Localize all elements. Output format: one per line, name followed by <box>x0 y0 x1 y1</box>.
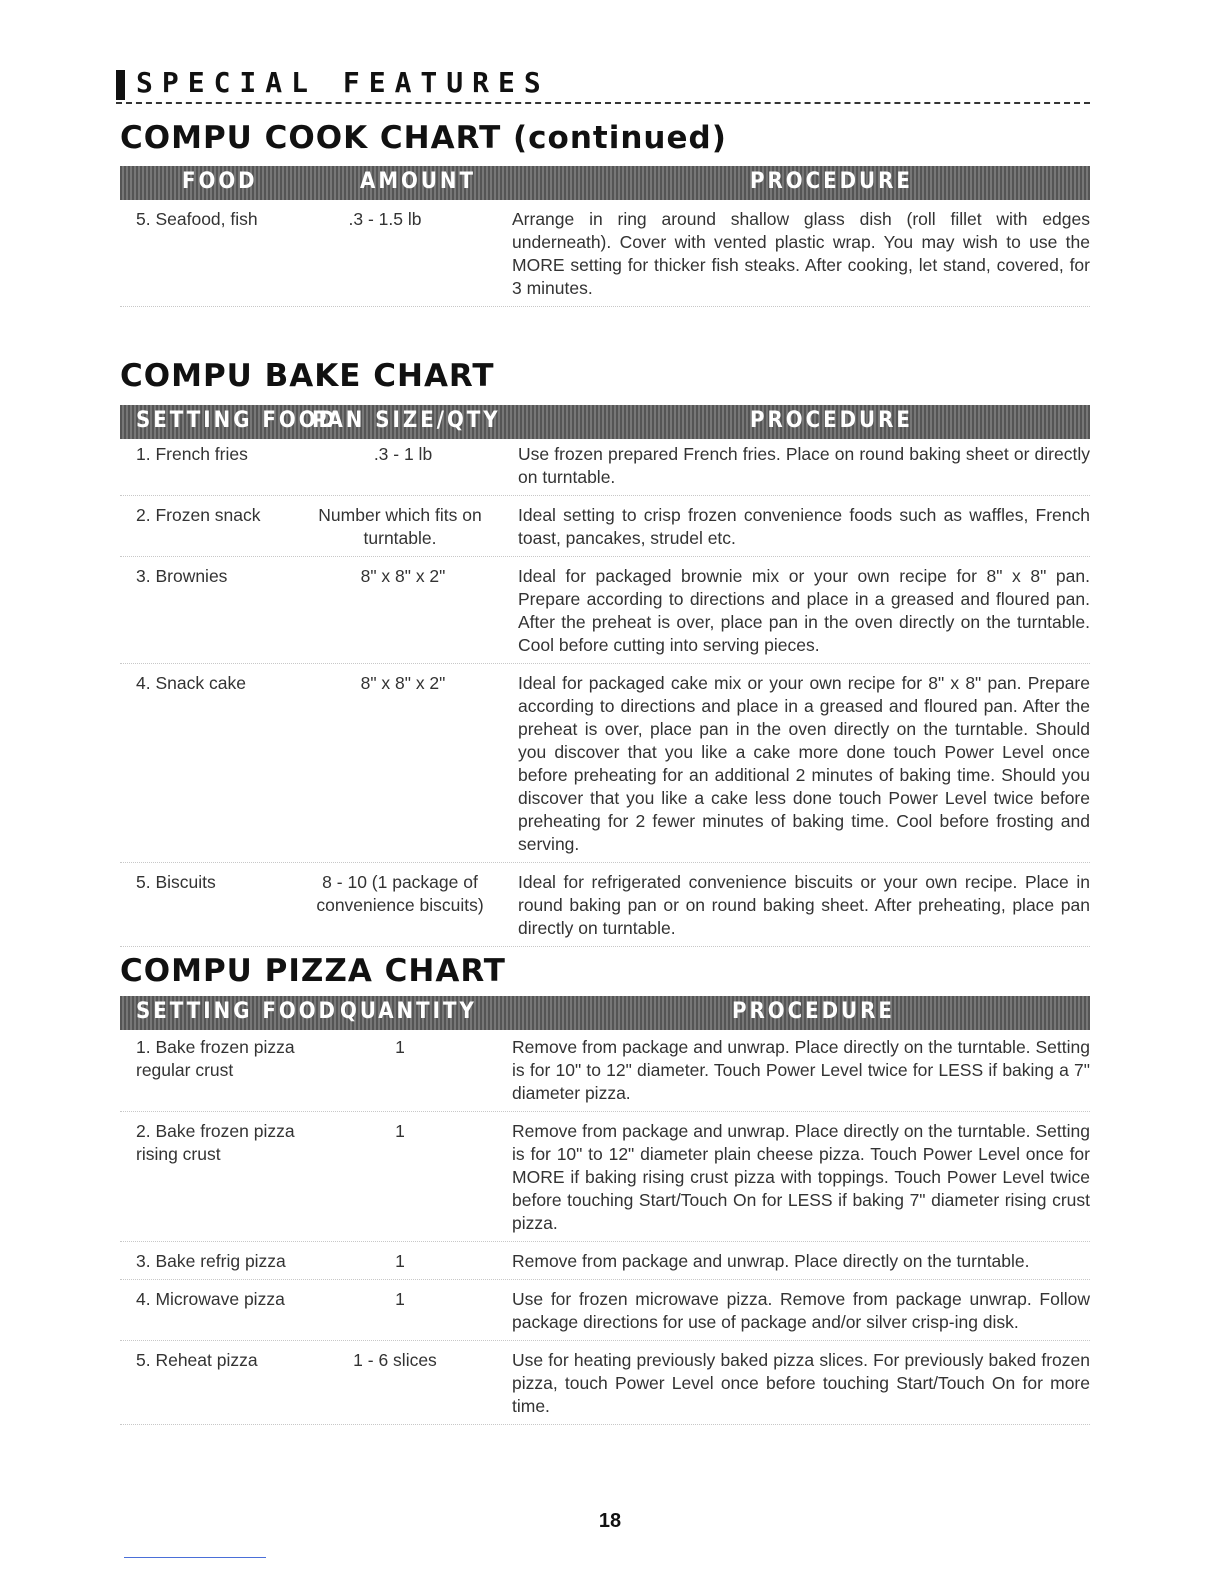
bake-rows <box>120 443 1090 955</box>
cook-chart-title: COMPU COOK CHART (continued) <box>120 120 727 156</box>
cook-rows <box>120 208 1090 315</box>
cook-header-food: FOOD <box>182 169 258 194</box>
row-amount: 1 <box>395 1289 405 1309</box>
row-procedure: Ideal for packaged brownie mix or your own recipe for 8" x 8" pan. Prepare according to directions and place in a greased and floured pan. After the preheat is over, place pan in the oven directly on the turntable. Cool before cutting into serving pieces. <box>518 566 1090 655</box>
bake-chart-title: COMPU BAKE CHART <box>120 358 495 394</box>
row-procedure: Ideal for refrigerated convenience biscuits or your own recipe. Place in round baking pan or on round baking sheet. After preheating, place pan directly on turntable. <box>518 872 1090 938</box>
row-amount: Number which fits on turntable. <box>318 505 482 548</box>
row-amount: 1 - 6 slices <box>353 1350 437 1370</box>
page-number: 18 <box>598 1510 622 1532</box>
running-head-title: SPECIAL FEATURES <box>136 66 550 99</box>
row-procedure: Use frozen prepared French fries. Place on round baking sheet or directly on turntable. <box>518 444 1090 487</box>
row-procedure: Arrange in ring around shallow glass dish (roll fillet with edges underneath). Cover with vented plastic wrap. You may wish to use the MORE setting for thicker fish steaks. After cooking, let stand, covered, for 3 minutes. <box>512 209 1090 298</box>
row-procedure: Remove from package and unwrap. Place directly on the turntable. Setting is for 10" to 12" diameter plain cheese pizza. Touch Power Level once for MORE if baking rising crust pizza with toppings. Touch Power Level twice before touching Start/Touch On for LESS if baking 7" diameter rising crust pizza. <box>512 1121 1090 1233</box>
pizza-header-band <box>120 996 1090 1030</box>
table-row <box>120 1288 1090 1341</box>
pizza-header-setting: SETTING FOOD <box>136 999 338 1024</box>
pizza-header-quantity: QUANTITY <box>340 999 477 1024</box>
running-head-bar <box>116 70 125 100</box>
row-procedure: Remove from package and unwrap. Place directly on the turntable. Setting is for 10" to 12" diameter. Touch Power Level twice for LESS if baking a 7" diameter pizza. <box>512 1037 1090 1103</box>
row-item: 2. Bake frozen pizza rising crust <box>136 1121 295 1164</box>
row-amount: .3 - 1.5 lb <box>348 209 422 229</box>
table-row <box>120 504 1090 557</box>
row-amount: 8" x 8" x 2" <box>360 566 446 586</box>
cook-header-band <box>120 166 1090 200</box>
row-item: 5. Biscuits <box>136 872 216 892</box>
row-amount: 1 <box>395 1251 405 1271</box>
row-item: 3. Brownies <box>136 566 228 586</box>
pizza-rows <box>120 1036 1090 1433</box>
row-procedure: Ideal for packaged cake mix or your own recipe for 8" x 8" pan. Prepare according to directions and place in a greased and floured pan. After the preheat is over, place pan in the oven directly on the turntable. Should you discover that you like a cake more done touch Power Level once before preheating for an additional 2 minutes of baking time. Should you discover that you like a cake less done touch Power Level twice before preheating for 2 fewer minutes of baking time. Cool before frosting and serving. <box>518 673 1090 854</box>
cook-header-procedure: PROCEDURE <box>750 169 913 194</box>
table-row <box>120 1250 1090 1280</box>
pizza-header-procedure: PROCEDURE <box>732 999 895 1024</box>
footer-rule <box>124 1557 266 1558</box>
table-row <box>120 208 1090 307</box>
table-row <box>120 565 1090 664</box>
row-item: 1. French fries <box>136 444 248 464</box>
row-amount: 8 - 10 (1 package of convenience biscuits) <box>316 872 484 915</box>
row-procedure: Remove from package and unwrap. Place directly on the turntable. <box>512 1251 1030 1271</box>
row-item: 2. Frozen snack <box>136 505 261 525</box>
bake-header-setting: SETTING FOOD <box>136 408 338 433</box>
row-item: 5. Reheat pizza <box>136 1350 258 1370</box>
running-head <box>116 62 1090 104</box>
row-procedure: Ideal setting to crisp frozen convenience foods such as waffles, French toast, pancakes, strudel etc. <box>518 505 1090 548</box>
bake-header-procedure: PROCEDURE <box>750 408 913 433</box>
bake-header-band <box>120 405 1090 439</box>
row-item: 5. Seafood, fish <box>136 209 258 229</box>
row-item: 3. Bake refrig pizza <box>136 1251 286 1271</box>
row-procedure: Use for frozen microwave pizza. Remove from package unwrap. Follow package directions for use of package and/or silver crisp-ing disk. <box>512 1289 1090 1332</box>
table-row <box>120 871 1090 947</box>
row-item: 1. Bake frozen pizza regular crust <box>136 1037 295 1080</box>
row-amount: 1 <box>395 1037 405 1057</box>
row-amount: 8" x 8" x 2" <box>360 673 446 693</box>
row-procedure: Use for heating previously baked pizza slices. For previously baked frozen pizza, touch Power Level once before touching Start/Touch On for more time. <box>512 1350 1090 1416</box>
row-amount: 1 <box>395 1121 405 1141</box>
row-amount: .3 - 1 lb <box>373 444 433 464</box>
pizza-chart-title: COMPU PIZZA CHART <box>120 953 506 989</box>
row-item: 4. Microwave pizza <box>136 1289 285 1309</box>
running-head-rule <box>116 102 1090 104</box>
table-row <box>120 1036 1090 1112</box>
table-row <box>120 1120 1090 1242</box>
table-row <box>120 672 1090 863</box>
cook-header-amount: AMOUNT <box>360 169 476 194</box>
table-row <box>120 1349 1090 1425</box>
table-row <box>120 443 1090 496</box>
row-item: 4. Snack cake <box>136 673 246 693</box>
bake-header-pan: PAN SIZE/QTY <box>312 408 501 433</box>
